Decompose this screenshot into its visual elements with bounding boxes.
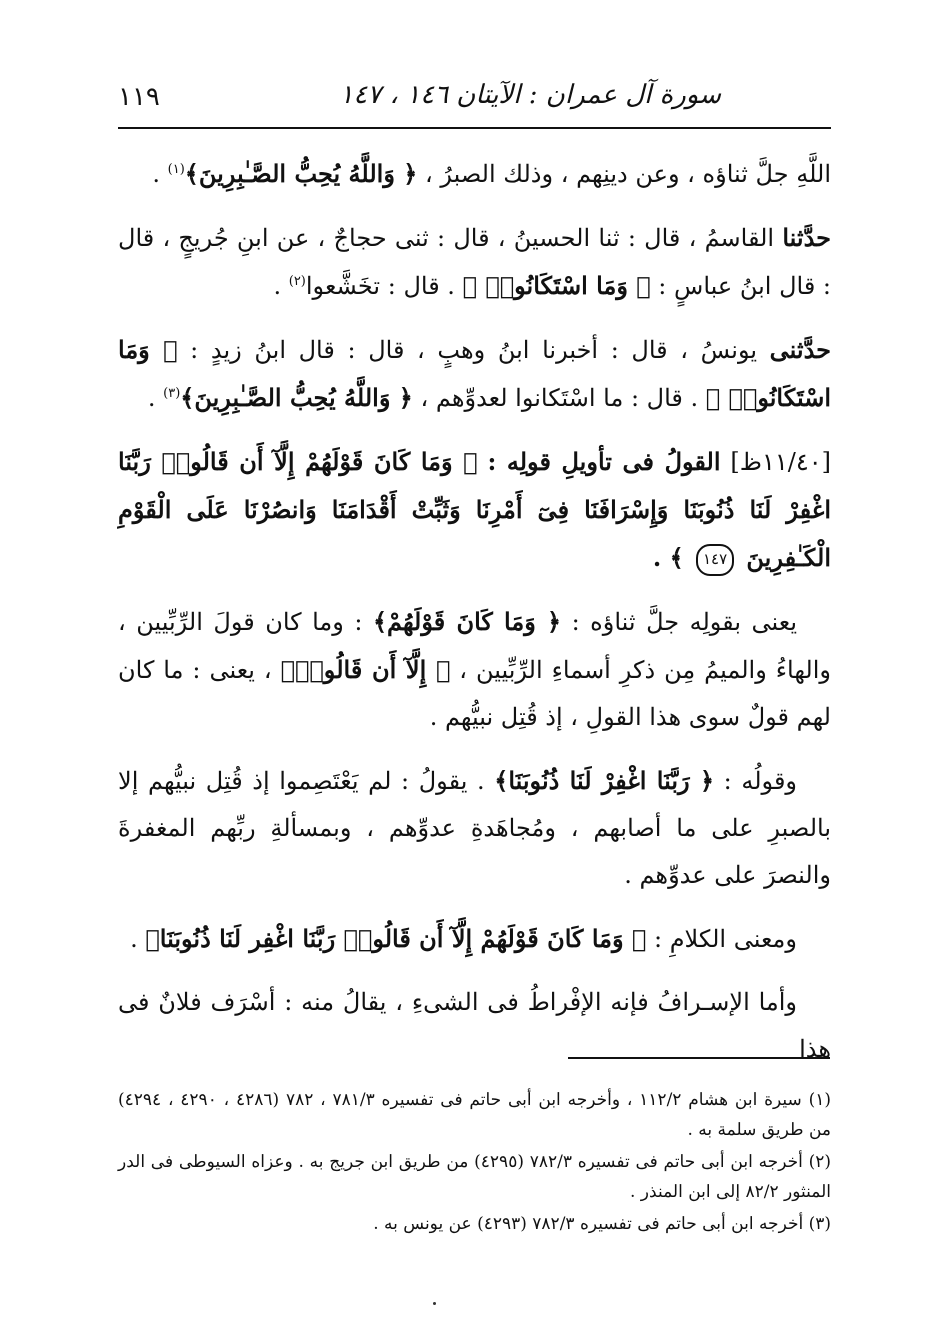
paragraph [118, 326, 831, 422]
bold-lead: حدَّثنا [782, 223, 831, 252]
footnote: (٢) أخرجه ابن أبى حاتم فى تفسيره ٧٨٢/٣ (٤٢٩٥) من طريق ابن جريج به . وعزاه السيوطى فى الدر المنثور ٨٢/٢ إلى ابن المنذر . [118, 1152, 831, 1202]
text-run [478, 448, 488, 476]
text-run: [١١/٤٠ظ] [720, 448, 831, 476]
paragraph [118, 915, 831, 963]
quran-quote: ﴿ وَاللَّهُ يُحِبُّ الصَّـٰبِرِينَ﴾ [180, 383, 413, 412]
text-run: يونسُ ، قال : أخبرنا ابنُ وهبٍ ، قال : قال ابنُ زيدٍ : [177, 336, 770, 364]
quran-quote: ﴿ إِلَّآ أَن قَالُوا۟﴾ [280, 655, 451, 684]
text-run: وقولُه : [714, 767, 798, 795]
text-run: ومعنى الكلامِ : [646, 925, 797, 953]
quran-quote: ﴿ وَمَا كَانَ قَوْلَهُمْ إِلَّآ أَن قَالُوا۟ رَبَّنَا اغْفِر لَنَا ذُنُوبَنَا﴾ [145, 924, 647, 953]
main-text [118, 150, 831, 1089]
text-run: اللَّهِ جلَّ ثناؤه ، وعن دينِهم ، وذلك الصبرُ ، [417, 160, 831, 188]
running-title: سورة آل عمران : الآيتان ١٤٦ ، ١٤٧ [339, 80, 721, 110]
quran-quote: ﴿ وَاللَّهُ يُحِبُّ الصَّـٰبِرِينَ﴾ [184, 159, 418, 188]
header-rule [118, 127, 831, 129]
text-run: . قال : ما اسْتَكانوا لعدوِّهم ، [412, 384, 706, 412]
quran-quote: ﴿ رَبَّنَا اغْفِرْ لَنَا ذُنُوبَنَا﴾ [494, 766, 715, 795]
footnote-ref: (١) [167, 162, 185, 177]
paragraph [118, 438, 831, 582]
footnotes [118, 1085, 831, 1241]
paragraph [118, 214, 831, 310]
paragraph [118, 598, 831, 741]
bold-lead: حدَّثنى [769, 335, 832, 364]
text-run: يعنى بقولِه جلَّ ثناؤه : [561, 608, 798, 636]
text-run: وأما الإسـرافُ فإنه الإفْراطُ فى الشىءِ ، يقالُ منه : أسْرَف فلانٌ فى هذا [118, 988, 831, 1063]
text-run: . يقولُ : لم يَعْتَصِموا إذ قُتِل نبيُّهم إلا بالصبرِ على ما أصابهم ، ومُجاهَدةِ عدوِّهم ، وبمسألةِ ربِّهم المغفرةَ والنصرَ على عدوِّهم . [118, 767, 831, 889]
quran-quote: ﴿ وَمَا اسْتَكَانُوا۟ ﴾ [462, 271, 651, 300]
text-run: : وما كان قولَ الرِّبِّيين ، والهاءُ والميمُ مِن ذكرِ أسماءِ الرِّبِّيين ، [118, 608, 831, 684]
footnote: (٣) أخرجه ابن أبى حاتم فى تفسيره ٧٨٢/٣ (٤٢٩٣) عن يونس به . [373, 1214, 831, 1234]
quran-quote: ﴿ وَمَا كَانَ قَوْلَهُمْ إِلَّآ أَن قَالُوا۟ رَبَّنَا اغْفِرْ لَنَا ذُنُوبَنَا وَإِسْرَافَنَا فِىٓ أَمْرِنَا وَثَبِّتْ أَقْدَامَنَا وَانصُرْنَا عَلَى الْقَوْمِ الْكَـٰفِرِينَ [118, 447, 831, 572]
quran-quote: ﴾ . [652, 543, 693, 572]
bold-lead: القولُ فى تأويلِ قولِه : [487, 447, 721, 476]
footnote-ref: (٢) [288, 274, 306, 289]
text-run: . [147, 384, 164, 412]
text-run: . [152, 160, 168, 188]
text-run: القاسمُ ، قال : ثنا الحسينُ ، قال : ثنى حجاجٌ ، عن ابنِ جُريجٍ ، قال : قال ابنُ عباسٍ : [118, 224, 831, 300]
footnote: (١) سيرة ابن هشام ١١٢/٢ ، وأخرجه ابن أبى حاتم فى تفسيره ٧٨١/٣ ، ٧٨٢ (٤٢٨٦ ، ٤٢٩٠ ، ٤٢٩٤) من طريق سلمة به . [118, 1090, 832, 1140]
text-run: . [273, 272, 289, 300]
quran-quote: ﴿ وَمَا كَانَ قَوْلَهُمْ﴾ [372, 607, 562, 636]
page-header [118, 72, 831, 128]
quran-quote: ﴿ وَمَا اسْتَكَانُوا۟ ﴾ [118, 335, 831, 412]
page-dot [433, 1302, 436, 1305]
paragraph [118, 757, 831, 899]
text-run: ، يعنى : ما كان لهم قولٌ سوى هذا القولِ ، إذ قُتِل نبيُّهم . [118, 656, 831, 731]
page-number: ١١٩ [118, 82, 160, 112]
text-run: . قال : تخَشَّعوا [305, 272, 463, 300]
paragraph [118, 150, 831, 198]
text-run: . [130, 925, 146, 953]
footnote-rule [568, 1057, 830, 1059]
footnote-ref: (٣) [163, 386, 181, 401]
ayah-number-mark: ١٤٧ [696, 544, 734, 576]
